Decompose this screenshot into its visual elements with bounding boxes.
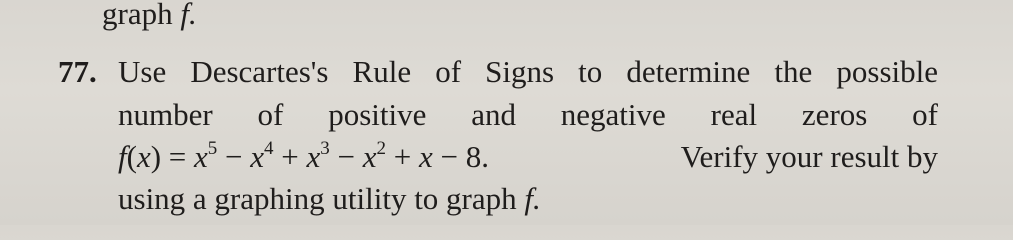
- word: Rule: [352, 54, 412, 89]
- word: of: [257, 97, 284, 132]
- word: Use: [118, 54, 167, 89]
- problem-line-1: [118, 54, 938, 90]
- word: of: [435, 54, 462, 89]
- function-variable: f.: [524, 181, 541, 216]
- problem-line-4: [118, 181, 541, 217]
- word: Signs: [485, 54, 555, 89]
- word: real: [710, 97, 758, 132]
- function-variable: f.: [180, 0, 197, 31]
- word: zeros: [801, 97, 868, 132]
- word: the: [774, 54, 813, 89]
- verify-text: Verify your result by: [680, 139, 938, 174]
- word: negative: [560, 97, 666, 132]
- problem-line-2: [118, 97, 938, 133]
- previous-problem-tail: [102, 0, 197, 32]
- word: and: [471, 97, 516, 132]
- word: number: [118, 97, 213, 132]
- word: determine: [626, 54, 751, 89]
- word: possible: [836, 54, 938, 89]
- word: of: [912, 97, 938, 132]
- function-expression: $f(x) = x^5 - x^4 + x^3 - x^2 + x - 8$.: [118, 138, 490, 174]
- problem-number: 77.: [58, 54, 97, 89]
- word: positive: [328, 97, 427, 132]
- problem-line-3: [118, 139, 938, 175]
- line4-text: using a graphing utility to graph: [118, 181, 517, 216]
- word: Descartes's: [190, 54, 329, 89]
- previous-text: graph: [102, 0, 173, 31]
- word: to: [578, 54, 603, 89]
